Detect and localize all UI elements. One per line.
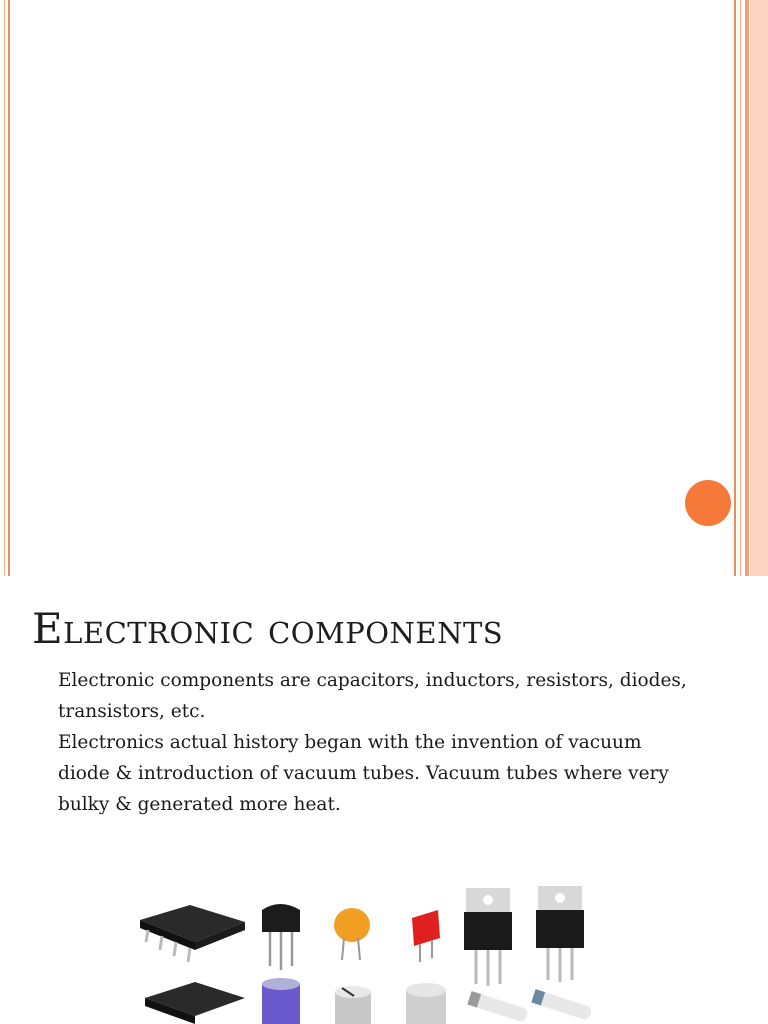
right-border-band bbox=[745, 0, 749, 576]
paragraph: Electronics actual history began with the invention of vacuum diode & introduction of vacuum tubes. Vacuum tubes where very bulky & generated more heat. bbox=[58, 732, 669, 815]
fuse-icon bbox=[531, 989, 592, 1021]
electronic-components-photo bbox=[130, 880, 640, 1024]
right-border-line bbox=[734, 0, 736, 576]
film-capacitor-icon bbox=[412, 910, 440, 962]
voltage-regulator-icon bbox=[464, 888, 512, 986]
fuse-icon bbox=[467, 991, 528, 1023]
ic-chip-icon bbox=[140, 905, 245, 962]
decorative-circle bbox=[685, 480, 731, 526]
aluminum-capacitor-icon bbox=[406, 983, 446, 1024]
electrolytic-capacitor-icon bbox=[262, 978, 300, 1024]
ic-chip-icon bbox=[145, 982, 245, 1024]
paragraph: Electronic components are capacitors, inductors, resistors, diodes, transistors, etc. bbox=[58, 670, 687, 722]
left-border-line bbox=[4, 0, 5, 576]
voltage-regulator-icon bbox=[536, 886, 584, 982]
slide-body bbox=[58, 665, 698, 820]
slide-title: Electronic components bbox=[32, 604, 504, 653]
transistor-icon bbox=[262, 904, 300, 970]
ceramic-capacitor-icon bbox=[334, 908, 370, 960]
right-border-line bbox=[740, 0, 741, 576]
smd-capacitor-icon bbox=[335, 986, 371, 1024]
right-border-band bbox=[750, 0, 768, 576]
left-border-line bbox=[8, 0, 10, 576]
